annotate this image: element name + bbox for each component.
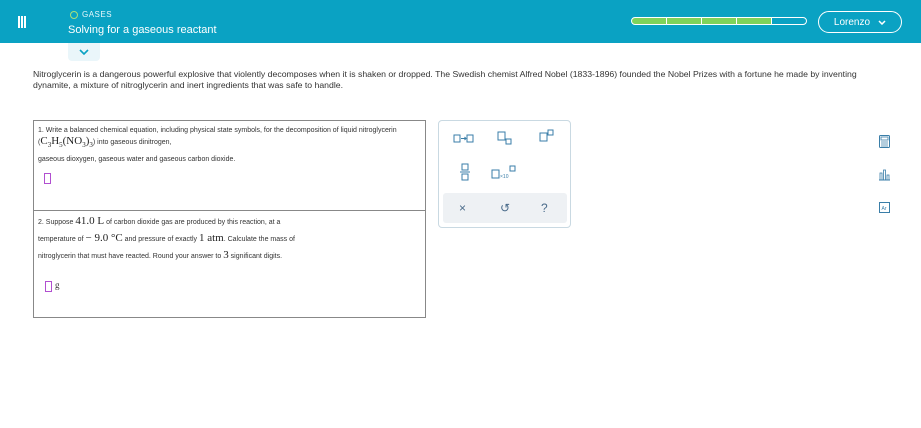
svg-text:×10: ×10 [500,174,509,180]
category-circle-icon [70,11,78,19]
q2-pressure: 1 atm [198,232,224,244]
question-1 [34,121,425,211]
q2-text-e: . Calculate the mass of [223,236,295,243]
equation-answer-box[interactable] [44,173,51,184]
user-name: Lorenzo [833,16,871,28]
menu-icon [18,16,20,28]
subscript-icon[interactable] [497,131,513,145]
progress-segment [736,17,772,25]
clear-button[interactable]: × [459,201,467,215]
periodic-table-icon[interactable] [878,201,891,214]
progress-bar [631,17,806,25]
svg-text:Ar: Ar [881,206,887,212]
scientific-notation-icon[interactable] [491,165,517,181]
menu-button[interactable] [0,0,40,43]
reaction-arrow-icon[interactable] [453,133,475,145]
mass-answer-box[interactable] [45,281,52,292]
data-chart-icon[interactable] [878,168,891,181]
question-1-text-end: ) into gaseous dinitrogen, [92,139,172,146]
question-box [33,120,426,318]
chevron-down-icon [79,49,89,55]
progress-segment [701,17,737,25]
q2-sigfigs: 3 [223,249,229,261]
question-1-text: 1. Write a balanced chemical equation, including physical state symbols, for the decomposition of liquid nitroglycerin ( [38,127,397,146]
superscript-icon[interactable] [539,129,555,143]
progress-segment [631,17,667,25]
q2-text-c: temperature of [38,236,84,243]
mass-unit: g [55,280,60,290]
q2-text-g: significant digits. [230,253,283,260]
progress-segment [666,17,702,25]
collapse-intro-button[interactable] [68,43,100,61]
question-1-line2: gaseous dioxygen, gaseous water and gaseous carbon dioxide. [38,156,236,164]
undo-button[interactable]: ↺ [500,201,511,215]
topic-category [70,10,112,19]
q2-temperature: − 9.0 °C [85,232,123,244]
calculator-icon[interactable] [878,135,891,148]
q2-text-d: and pressure of exactly [124,236,198,243]
progress-segment [771,17,807,25]
user-menu-button[interactable] [818,11,902,33]
q2-volume: 41.0 L [75,215,105,227]
topic-title: Solving for a gaseous reactant [68,24,217,36]
tool-actions-bar [443,193,567,223]
intro-text: Nitroglycerin is a dangerous powerful explosive that violently decomposes when it is shaken or dropped. The Swedish chemist Alfred Nobel (1833-1896) founded the Nobel Prizes with a fortune he made by inventing dynamite, a mixture of nitroglycerin and inert ingredients that was safe to handle. [33,69,857,90]
top-bar [0,0,921,43]
fraction-icon[interactable] [459,163,471,181]
chevron-down-icon [878,20,886,25]
nitroglycerin-formula: $C_3H_5(NO_3)_3$ [40,135,93,150]
q2-text-b: of carbon dioxide gas are produced by this reaction, at a [106,219,281,226]
q2-text-a: 2. Suppose [38,219,74,226]
topic-category-label: GASES [82,10,113,19]
help-button[interactable]: ? [541,201,548,215]
question-2 [34,211,425,293]
q2-text-f: nitroglycerin that must have reacted. Round your answer to [38,253,222,260]
